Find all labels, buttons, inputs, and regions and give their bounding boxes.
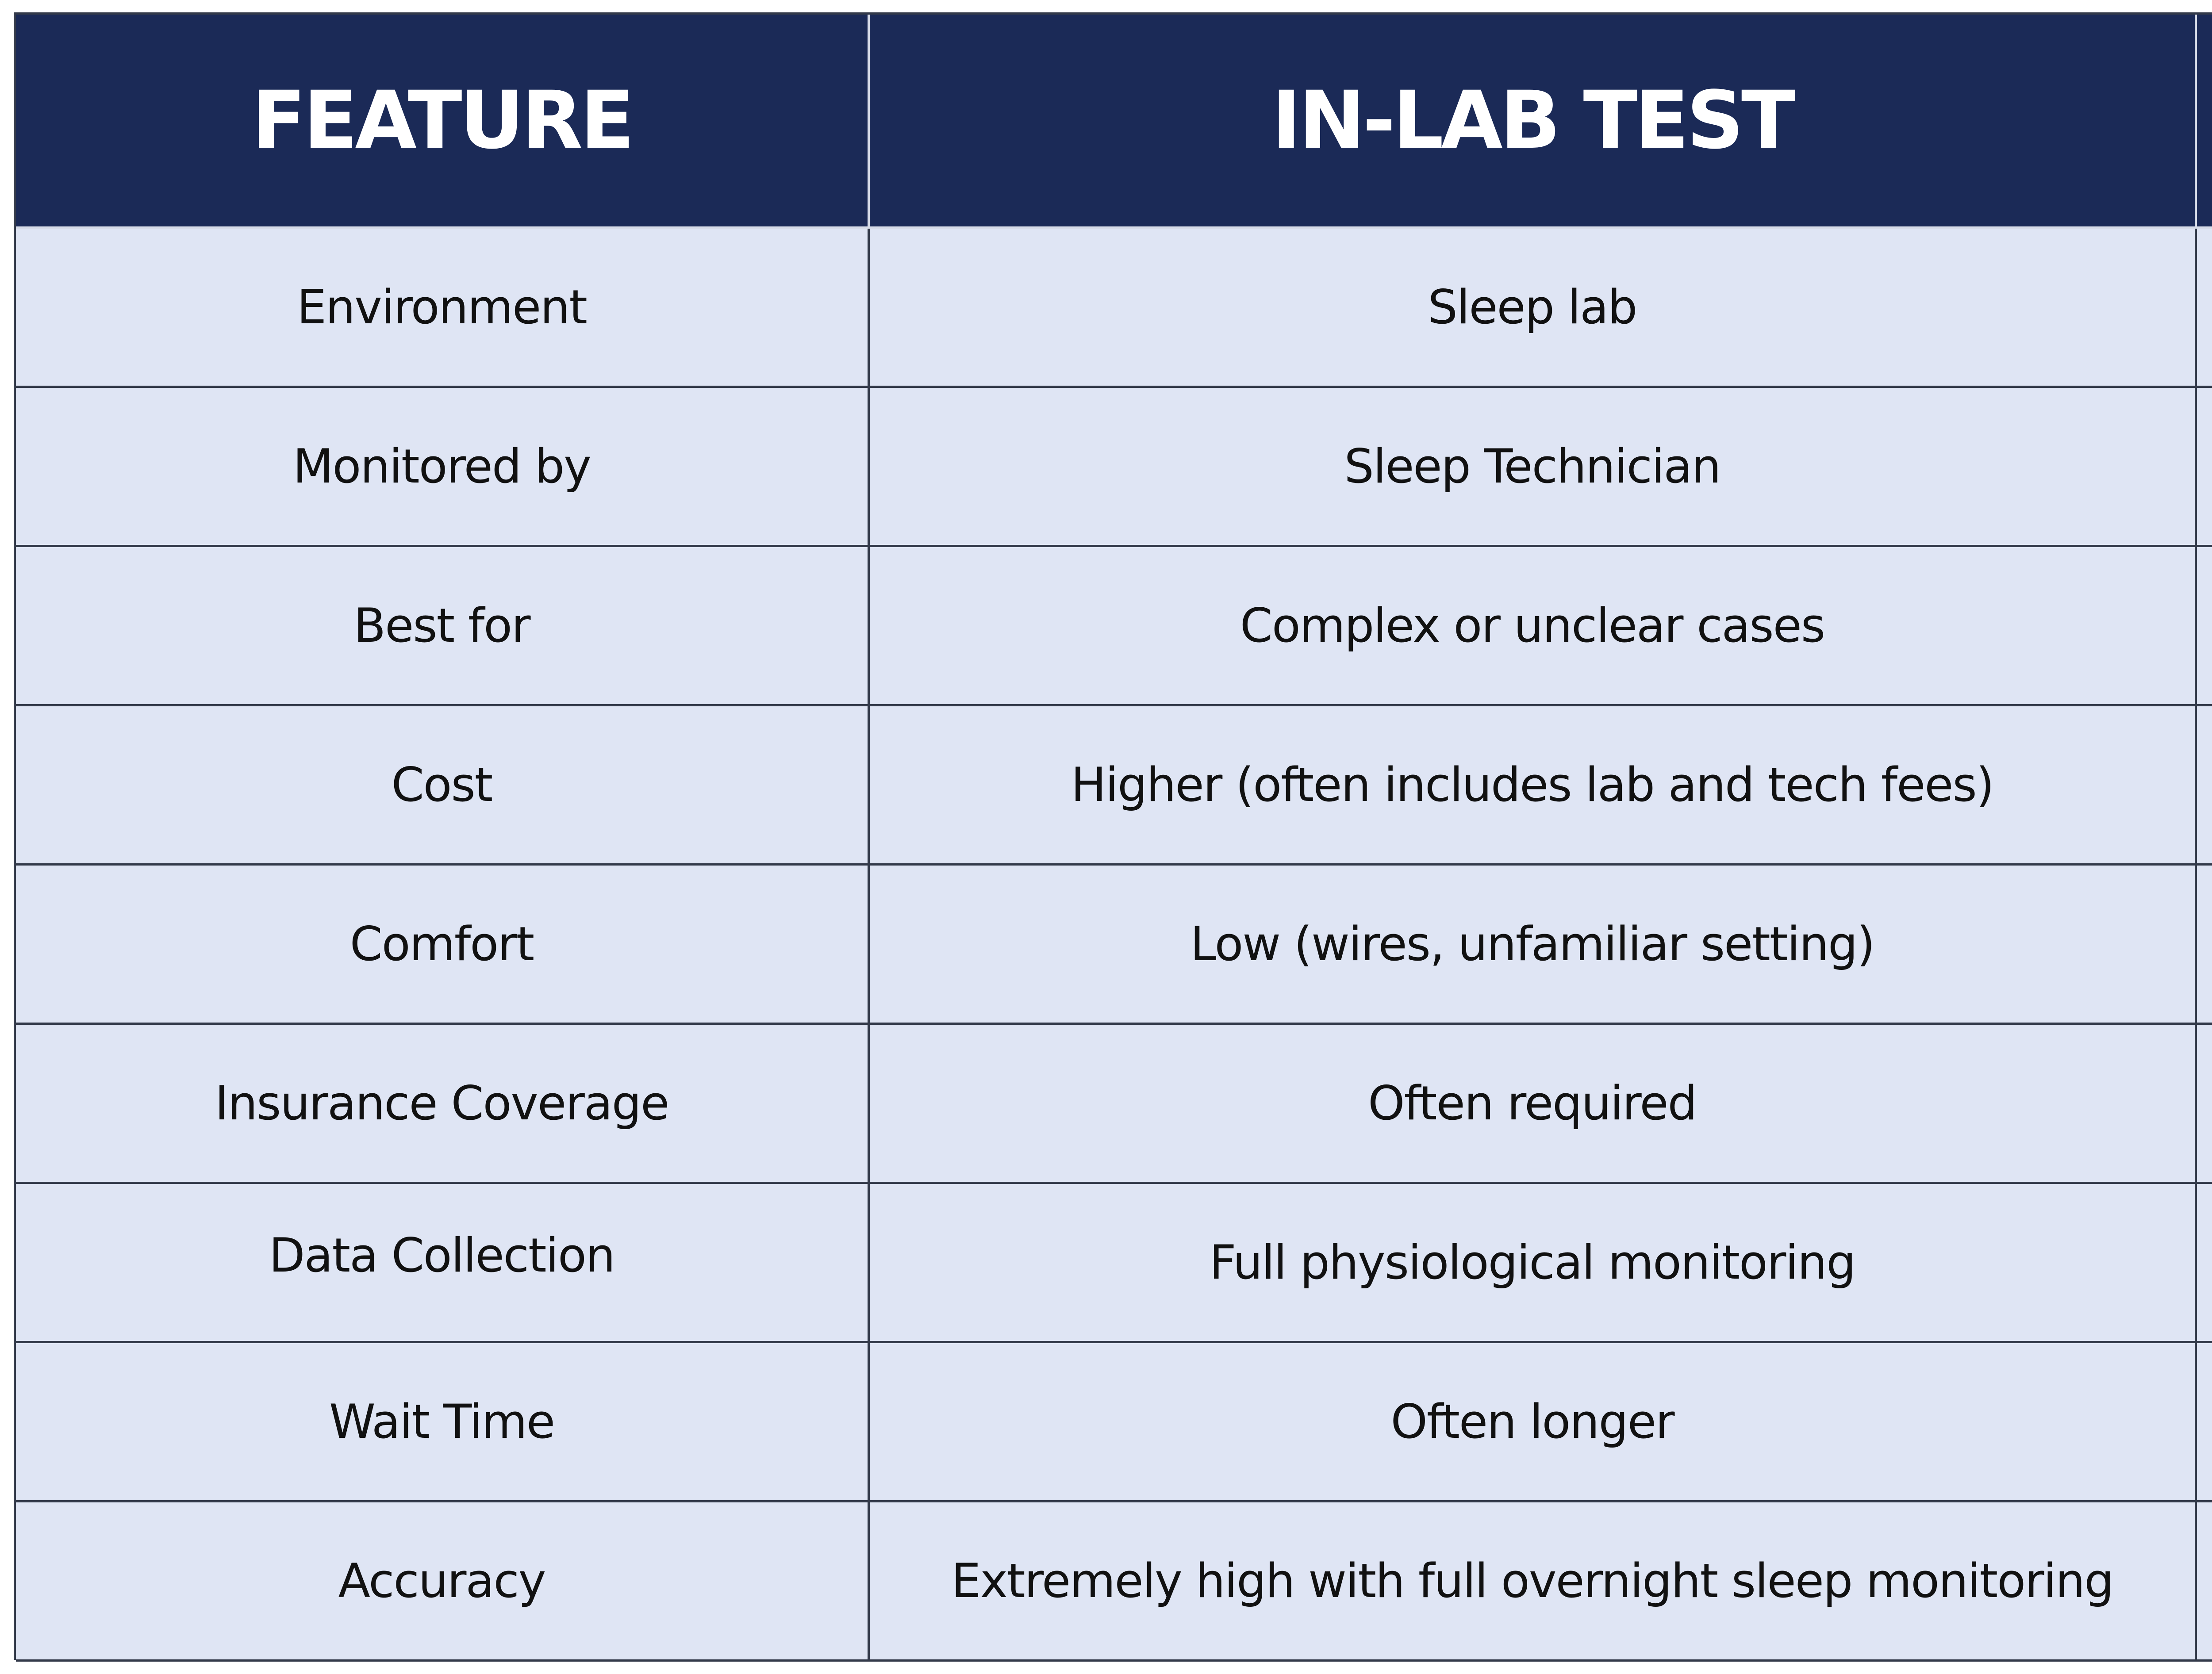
row-best-for-at-home [2197, 547, 2212, 706]
row-data-collection-at-home [2197, 1184, 2212, 1343]
header-in-lab-test: IN-LAB TEST [870, 15, 2197, 229]
row-wait-time-in-lab: Often longer [870, 1343, 2197, 1502]
row-environment-feature: Environment [16, 229, 870, 388]
row-data-collection-in-lab: Full physiological monitoring [870, 1184, 2197, 1343]
row-environment-in-lab: Sleep lab [870, 229, 2197, 388]
row-monitored-by-in-lab: Sleep Technician [870, 388, 2197, 547]
row-monitored-by-feature: Monitored by [16, 388, 870, 547]
row-wait-time-feature: Wait Time [16, 1343, 870, 1502]
row-insurance-in-lab: Often required [870, 1025, 2197, 1184]
row-insurance-feature: Insurance Coverage [16, 1025, 870, 1184]
row-comfort-in-lab: Low (wires, unfamiliar setting) [870, 866, 2197, 1025]
row-comfort-feature: Comfort [16, 866, 870, 1025]
comparison-table [14, 12, 2212, 1660]
header-feature: FEATURE [16, 15, 870, 229]
row-accuracy-in-lab: Extremely high with full overnight sleep monitoring [870, 1502, 2197, 1662]
row-best-for-feature: Best for [16, 547, 870, 706]
row-data-collection-feature: Data Collection [16, 1184, 870, 1343]
row-best-for-in-lab: Complex or unclear cases [870, 547, 2197, 706]
row-insurance-at-home [2197, 1025, 2212, 1184]
row-comfort-at-home [2197, 866, 2212, 1025]
row-cost-feature: Cost [16, 706, 870, 866]
row-cost-at-home [2197, 706, 2212, 866]
row-cost-in-lab: Higher (often includes lab and tech fees) [870, 706, 2197, 866]
row-accuracy-at-home [2197, 1502, 2212, 1662]
row-accuracy-feature: Accuracy [16, 1502, 870, 1662]
row-environment-at-home [2197, 229, 2212, 388]
row-wait-time-at-home [2197, 1343, 2212, 1502]
header-at-home-test [2197, 15, 2212, 229]
row-monitored-by-at-home [2197, 388, 2212, 547]
